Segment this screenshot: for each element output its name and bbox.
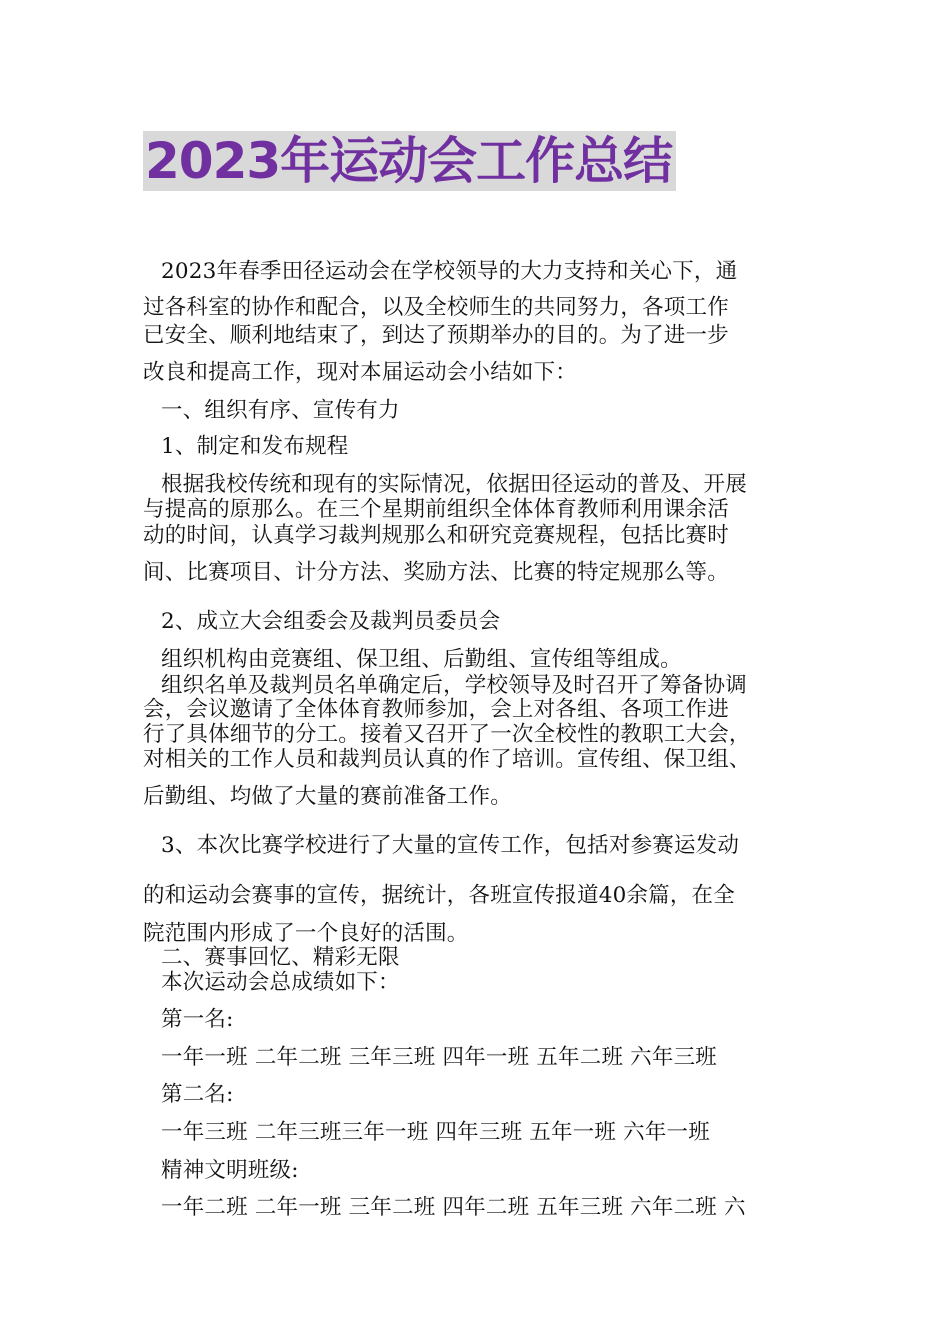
body-line-15: 3、本次比赛学校进行了大量的宣传工作，包括对参赛运发动	[161, 833, 740, 858]
document-title: 2023年运动会工作总结	[143, 131, 676, 191]
body-line-3: 已安全、顺利地结束了，到达了预期举办的目的。为了进一步	[143, 323, 729, 348]
subsection-heading-2: 2、成立大会组委会及裁判员委员会	[161, 609, 501, 634]
rank-first-classes: 一年一班 二年二班 三年三班 四年一班 五年二班 六年三班	[161, 1045, 717, 1070]
body-line-4: 改良和提高工作，现对本届运动会小结如下：	[143, 360, 578, 385]
body-line-9: 组织机构由竞赛组、保卫组、后勤组、宣传组等组成。	[161, 647, 682, 672]
rank-first-label: 第一名:	[161, 1007, 234, 1032]
rank-second-classes: 一年三班 二年三班三年一班 四年三班 五年一班 六年一班	[161, 1120, 710, 1145]
body-line-6: 与提高的原那么。在三个星期前组织全体体育教师利用课余活	[143, 497, 729, 522]
body-line-2: 过各科室的协作和配合，以及全校师生的共同努力，各项工作	[143, 295, 729, 320]
rank-second-label: 第二名:	[161, 1082, 234, 1107]
body-line-1: 2023年春季田径运动会在学校领导的大力支持和关心下，通	[161, 259, 738, 284]
body-line-16: 的和运动会赛事的宣传，据统计，各班宣传报道40余篇，在全	[143, 883, 735, 908]
body-line-14: 后勤组、均做了大量的赛前准备工作。	[143, 784, 512, 809]
civilized-class-list: 一年二班 二年一班 三年二班 四年二班 五年三班 六年二班 六	[161, 1195, 746, 1220]
civilized-class-label: 精神文明班级:	[161, 1158, 299, 1183]
body-line-7: 动的时间，认真学习裁判规那么和研究竞赛规程，包括比赛时	[143, 523, 729, 548]
subsection-heading-1: 1、制定和发布规程	[161, 434, 349, 459]
body-line-8: 间、比赛项目、计分方法、奖励方法、比赛的特定规那么等。	[143, 560, 729, 585]
body-line-11: 会，会议邀请了全体体育教师参加，会上对各组、各项工作进	[143, 697, 729, 722]
body-line-17: 院范围内形成了一个良好的活围。	[143, 921, 469, 946]
body-line-5: 根据我校传统和现有的实际情况，依据田径运动的普及、开展	[161, 472, 747, 497]
section-heading-2: 二、赛事回忆、精彩无限	[161, 945, 400, 970]
body-line-10: 组织名单及裁判员名单确定后，学校领导及时召开了筹备协调	[161, 673, 747, 698]
body-line-13: 对相关的工作人员和裁判员认真的作了培训。宣传组、保卫组、	[143, 747, 751, 772]
body-line-18: 本次运动会总成绩如下：	[161, 970, 400, 995]
body-line-12: 行了具体细节的分工。接着又召开了一次全校性的教职工大会，	[143, 722, 751, 747]
section-heading-1: 一、组织有序、宣传有力	[161, 398, 400, 423]
